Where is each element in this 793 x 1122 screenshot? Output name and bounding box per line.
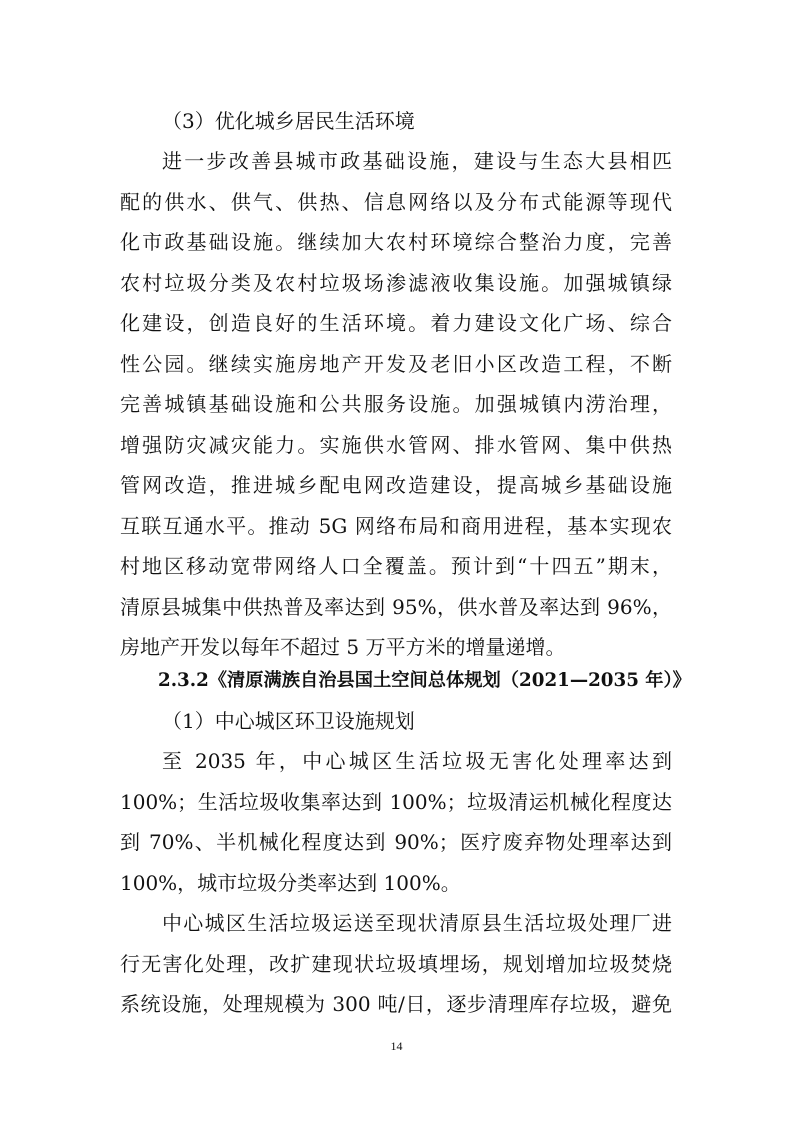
paragraph-line: 配的供水、供气、供热、信息网络以及分布式能源等现代 [120, 190, 672, 214]
paragraph-line: 增强防灾减灾能力。实施供水管网、排水管网、集中供热 [120, 433, 672, 457]
paragraph-line: 到 70%、半机械化程度达到 90%；医疗废弃物处理率达到 [120, 830, 672, 854]
paragraph-line: 农村垃圾分类及农村垃圾场渗滤液收集设施。加强城镇绿 [120, 271, 672, 295]
paragraph-line: 村地区移动宽带网络人口全覆盖。预计到“十四五”期末， [120, 554, 672, 578]
paragraph-line: 互联互通水平。推动 5G 网络布局和商用进程，基本实现农 [120, 514, 672, 538]
paragraph-line: 至 2035 年，中心城区生活垃圾无害化处理率达到 [162, 749, 672, 773]
paragraph-line: 房地产开发以每年不超过 5 万平方米的增量递增。 [120, 635, 566, 659]
paragraph-line: 管网改造，推进城乡配电网改造建设，提高城乡基础设施 [120, 473, 672, 497]
paragraph-line: 清原县城集中供热普及率达到 95%，供水普及率达到 96%， [120, 595, 672, 619]
paragraph-line: 中心城区生活垃圾运送至现状清原县生活垃圾处理厂进 [162, 911, 672, 935]
paragraph-line: 化建设，创造良好的生活环境。着力建设文化广场、综合 [120, 311, 672, 335]
section-title: 2.3.2《清原满族自治县国土空间总体规划（2021—2035 年）》 [158, 670, 691, 691]
subsection-heading-1: （1）中心城区环卫设施规划 [162, 709, 415, 733]
paragraph-line: 行无害化处理，改扩建现状垃圾填埋场，规划增加垃圾焚烧 [120, 952, 672, 976]
paragraph-line: 完善城镇基础设施和公共服务设施。加强城镇内涝治理， [120, 392, 672, 416]
subsection-heading-3: （3）优化城乡居民生活环境 [162, 109, 415, 133]
paragraph-line: 进一步改善县城市政基础设施，建设与生态大县相匹 [162, 149, 672, 173]
page-number: 14 [390, 1039, 403, 1053]
paragraph-line: 化市政基础设施。继续加大农村环境综合整治力度，完善 [120, 230, 672, 254]
paragraph-line: 性公园。继续实施房地产开发及老旧小区改造工程，不断 [120, 352, 672, 376]
paragraph-line: 100%；生活垃圾收集率达到 100%；垃圾清运机械化程度达 [120, 790, 672, 814]
paragraph-line: 系统设施，处理规模为 300 吨/日，逐步清理库存垃圾，避免 [120, 992, 672, 1016]
paragraph-line: 100%，城市垃圾分类率达到 100%。 [120, 871, 461, 895]
